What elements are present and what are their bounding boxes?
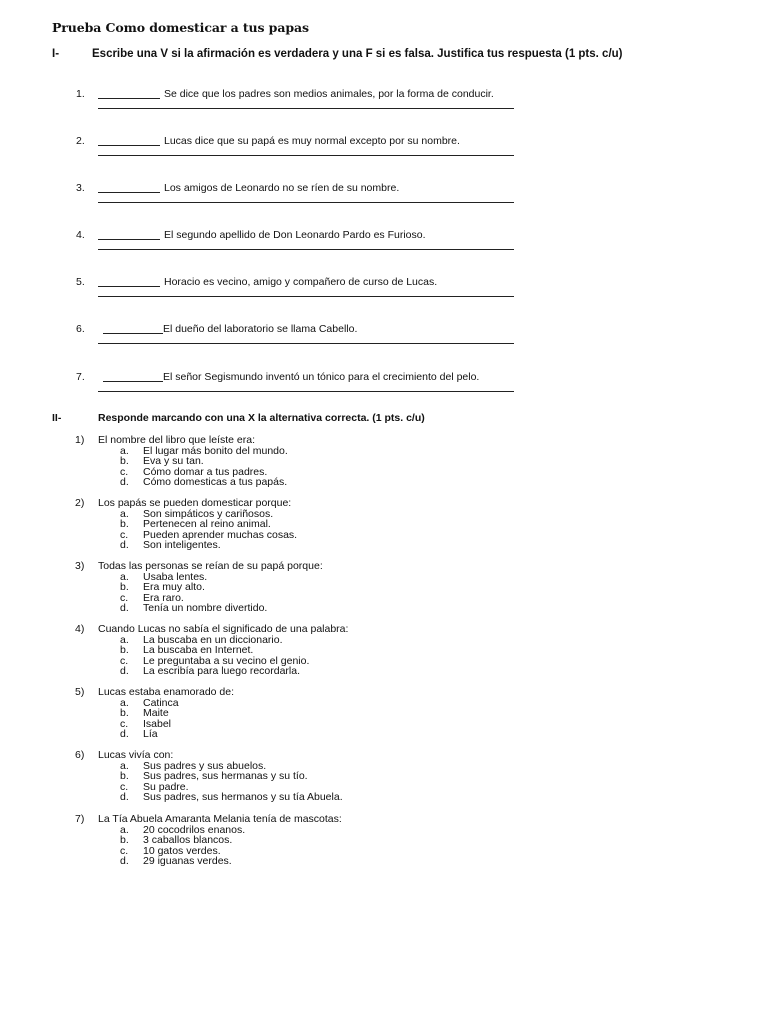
option-text: Era raro.	[143, 592, 184, 604]
justification-line[interactable]	[98, 155, 514, 156]
option-text: Cómo domar a tus padres.	[143, 466, 268, 478]
section1-number: I-	[52, 48, 60, 60]
option-letter: b.	[120, 707, 129, 719]
tf-item-statement: Lucas dice que su papá es muy normal excepto por su nombre.	[164, 135, 460, 147]
option-text: Son simpáticos y cariñosos.	[143, 508, 274, 520]
option-letter: d.	[120, 665, 129, 677]
option-text: Era muy alto.	[143, 581, 205, 593]
option-text: 20 cocodrilos enanos.	[143, 824, 246, 836]
option-letter: d.	[120, 476, 129, 488]
tf-item	[0, 371, 768, 401]
option-letter: c.	[120, 466, 129, 478]
answer-blank[interactable]	[98, 145, 160, 146]
option-text: Le preguntaba a su vecino el genio.	[143, 655, 310, 667]
option-letter: b.	[120, 834, 129, 846]
option-letter: b.	[120, 644, 129, 656]
option-letter: a.	[120, 508, 129, 520]
mc-option[interactable]	[0, 834, 768, 845]
mc-option[interactable]	[0, 644, 768, 655]
option-letter: c.	[120, 592, 129, 604]
mc-option[interactable]	[0, 539, 768, 550]
page-title: Prueba Como domesticar a tus papas	[52, 20, 309, 35]
option-text: Lía	[143, 728, 158, 740]
option-letter: d.	[120, 791, 129, 803]
mc-question-number: 2)	[75, 497, 85, 509]
mc-option[interactable]	[0, 518, 768, 529]
tf-item-statement: El dueño del laboratorio se llama Cabello.	[163, 323, 358, 335]
option-text: Sus padres y sus abuelos.	[143, 760, 267, 772]
tf-item	[0, 135, 768, 165]
mc-question-text: Lucas estaba enamorado de:	[98, 686, 235, 698]
option-text: Cómo domesticas a tus papás.	[143, 476, 288, 488]
justification-line[interactable]	[98, 343, 514, 344]
section2-instruction: Responde marcando con una X la alternativa correcta. (1 pts. c/u)	[98, 412, 425, 424]
justification-line[interactable]	[98, 202, 514, 203]
tf-item-statement: El segundo apellido de Don Leonardo Pardo es Furioso.	[164, 229, 426, 241]
mc-option[interactable]	[0, 665, 768, 676]
mc-question-number: 4)	[75, 623, 85, 635]
option-letter: d.	[120, 539, 129, 551]
mc-question-text: La Tía Abuela Amaranta Melania tenía de mascotas:	[98, 813, 342, 825]
option-text: La buscaba en Internet.	[143, 644, 254, 656]
option-text: Pueden aprender muchas cosas.	[143, 529, 298, 541]
tf-item-number: 5.	[76, 276, 85, 288]
tf-item-number: 7.	[76, 371, 85, 383]
option-letter: b.	[120, 770, 129, 782]
option-letter: c.	[120, 529, 129, 541]
mc-option[interactable]	[0, 791, 768, 802]
option-letter: c.	[120, 845, 129, 857]
justification-line[interactable]	[98, 108, 514, 109]
tf-item-number: 2.	[76, 135, 85, 147]
mc-option[interactable]	[0, 455, 768, 466]
option-text: La escribía para luego recordarla.	[143, 665, 301, 677]
tf-item	[0, 323, 768, 353]
option-letter: d.	[120, 728, 129, 740]
option-letter: c.	[120, 781, 129, 793]
answer-blank[interactable]	[98, 286, 160, 287]
option-letter: a.	[120, 824, 129, 836]
mc-option[interactable]	[0, 581, 768, 592]
mc-question-text: Cuando Lucas no sabía el significado de una palabra:	[98, 623, 349, 635]
tf-item-number: 6.	[76, 323, 85, 335]
justification-line[interactable]	[98, 249, 514, 250]
option-letter: a.	[120, 445, 129, 457]
option-text: Son inteligentes.	[143, 539, 221, 551]
tf-item-number: 4.	[76, 229, 85, 241]
option-text: Pertenecen al reino animal.	[143, 518, 271, 530]
mc-question-text: Los papás se pueden domesticar porque:	[98, 497, 292, 509]
mc-option[interactable]	[0, 770, 768, 781]
option-text: Tenía un nombre divertido.	[143, 602, 268, 614]
answer-blank[interactable]	[103, 381, 163, 382]
justification-line[interactable]	[98, 391, 514, 392]
mc-question-text: Todas las personas se reían de su papá porque:	[98, 560, 323, 572]
option-letter: a.	[120, 697, 129, 709]
option-text: Maite	[143, 707, 169, 719]
option-letter: d.	[120, 602, 129, 614]
tf-item-statement: Horacio es vecino, amigo y compañero de curso de Lucas.	[164, 276, 438, 288]
mc-question-number: 1)	[75, 434, 85, 446]
option-letter: a.	[120, 571, 129, 583]
option-text: La buscaba en un diccionario.	[143, 634, 283, 646]
option-letter: b.	[120, 518, 129, 530]
option-letter: d.	[120, 855, 129, 867]
answer-blank[interactable]	[98, 98, 160, 99]
mc-question-text: Lucas vivía con:	[98, 749, 174, 761]
mc-option[interactable]	[0, 707, 768, 718]
option-text: Eva y su tan.	[143, 455, 204, 467]
option-text: 29 iguanas verdes.	[143, 855, 232, 867]
option-letter: c.	[120, 655, 129, 667]
option-text: Usaba lentes.	[143, 571, 208, 583]
option-letter: b.	[120, 455, 129, 467]
mc-question-number: 3)	[75, 560, 85, 572]
mc-question-number: 6)	[75, 749, 85, 761]
answer-blank[interactable]	[103, 333, 163, 334]
option-text: 10 gatos verdes.	[143, 845, 221, 857]
mc-option[interactable]	[0, 728, 768, 739]
option-text: Isabel	[143, 718, 172, 730]
tf-item-statement: El señor Segismundo inventó un tónico para el crecimiento del pelo.	[163, 371, 480, 383]
mc-question-text: El nombre del libro que leíste era:	[98, 434, 256, 446]
answer-blank[interactable]	[98, 239, 160, 240]
section1-instruction: Escribe una V si la afirmación es verdadera y una F si es falsa. Justifica tus respuesta (1 pts. c/u)	[92, 48, 623, 60]
option-letter: c.	[120, 718, 129, 730]
option-text: 3 caballos blancos.	[143, 834, 233, 846]
option-letter: b.	[120, 581, 129, 593]
option-letter: a.	[120, 760, 129, 772]
mc-option[interactable]	[0, 602, 768, 613]
tf-item-number: 1.	[76, 88, 85, 100]
mc-question-number: 7)	[75, 813, 85, 825]
answer-blank[interactable]	[98, 192, 160, 193]
justification-line[interactable]	[98, 296, 514, 297]
tf-item	[0, 229, 768, 259]
tf-item	[0, 182, 768, 212]
option-text: Catinca	[143, 697, 179, 709]
option-letter: a.	[120, 634, 129, 646]
tf-item	[0, 88, 768, 118]
mc-option[interactable]	[0, 476, 768, 487]
option-text: Sus padres, sus hermanas y su tío.	[143, 770, 308, 782]
option-text: El lugar más bonito del mundo.	[143, 445, 288, 457]
option-text: Sus padres, sus hermanos y su tía Abuela.	[143, 791, 343, 803]
section2-number: II-	[52, 412, 62, 424]
mc-question-number: 5)	[75, 686, 85, 698]
tf-item-statement: Se dice que los padres son medios animales, por la forma de conducir.	[164, 88, 494, 100]
tf-item	[0, 276, 768, 306]
option-text: Su padre.	[143, 781, 189, 793]
tf-item-number: 3.	[76, 182, 85, 194]
mc-option[interactable]	[0, 855, 768, 866]
tf-item-statement: Los amigos de Leonardo no se ríen de su nombre.	[164, 182, 400, 194]
